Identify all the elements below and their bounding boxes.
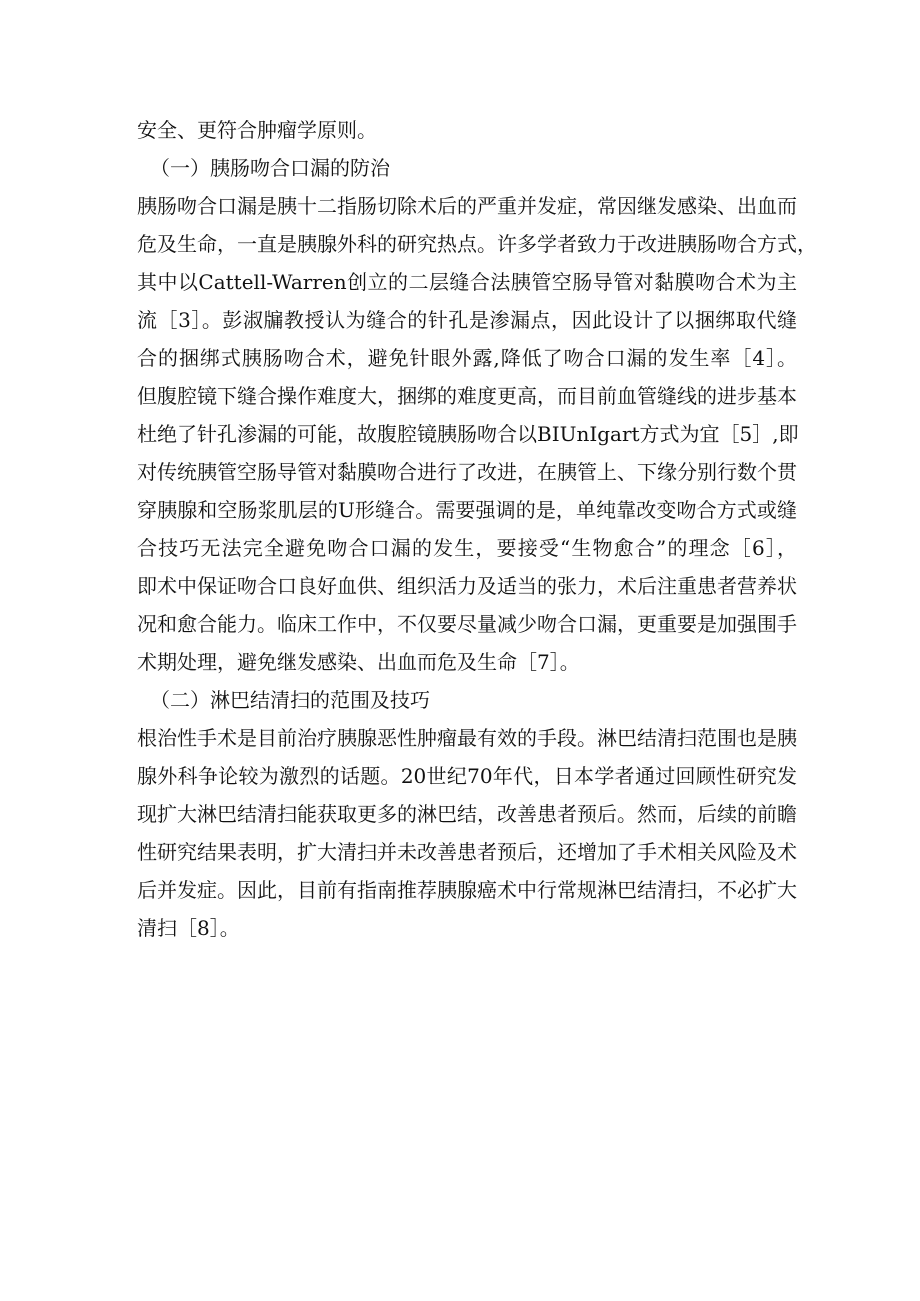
text-line: 危及生命，一直是胰腺外科的研究热点。许多学者致力于改进胰肠吻合方式， — [137, 232, 817, 256]
text-line: 流［3］。彭淑牖教授认为缝合的针孔是渗漏点，因此设计了以捆绑取代缝 — [137, 308, 797, 332]
text-line: 但腹腔镜下缝合操作难度大，捆绑的难度更高，而目前血管缝线的进步基本 — [137, 384, 797, 408]
text-line: 术期处理，避免继发感染、出血而危及生命［7］。 — [137, 650, 580, 674]
text-line: 性研究结果表明，扩大清扫并未改善患者预后，还增加了手术相关风险及术 — [137, 840, 797, 864]
intro-paragraph — [137, 111, 797, 149]
text-line: 况和愈合能力。临床工作中，不仅要尽量减少吻合口漏，更重要是加强围手 — [137, 612, 797, 636]
text-line: 其中以Cattell-Warren创立的二层缝合法胰管空肠导管对黏膜吻合术为主 — [137, 270, 797, 294]
text-line: 胰肠吻合口漏是胰十二指肠切除术后的严重并发症，常因继发感染、出血而 — [137, 194, 797, 218]
section-heading-1: （一）胰肠吻合口漏的防治 — [150, 156, 390, 180]
text-line: 根治性手术是目前治疗胰腺恶性肿瘤最有效的手段。淋巴结清扫范围也是胰 — [137, 726, 797, 750]
document-body — [137, 111, 817, 947]
text-line: 合技巧无法完全避免吻合口漏的发生，要接受“生物愈合”的理念［6］， — [137, 536, 797, 560]
text-line: 杜绝了针孔渗漏的可能，故腹腔镜胰肠吻合以BIUnIgart方式为宜［5］,即 — [137, 422, 799, 446]
text-line: 清扫［8］。 — [137, 916, 240, 940]
section-paragraph-1 — [137, 187, 817, 681]
text-line: 穿胰腺和空肠浆肌层的U形缝合。需要强调的是，单纯靠改变吻合方式或缝 — [137, 498, 797, 522]
text-line: 后并发症。因此，目前有指南推荐胰腺癌术中行常规淋巴结清扫，不必扩大 — [137, 878, 797, 902]
text-line: 即术中保证吻合口良好血供、组织活力及适当的张力，术后注重患者营养状 — [137, 574, 797, 598]
text-line: 安全、更符合肿瘤学原则。 — [137, 118, 377, 142]
text-line: 合的捆绑式胰肠吻合术，避免针眼外露,降低了吻合口漏的发生率［4］。 — [137, 346, 797, 370]
section-heading-2: （二）淋巴结清扫的范围及技巧 — [150, 688, 430, 712]
text-line: 对传统胰管空肠导管对黏膜吻合进行了改进，在胰管上、下缘分别行数个贯 — [137, 460, 797, 484]
text-line: 腺外科争论较为激烈的话题。20世纪70年代，日本学者通过回顾性研究发 — [137, 764, 797, 788]
section-paragraph-2 — [137, 719, 797, 947]
text-line: 现扩大淋巴结清扫能获取更多的淋巴结，改善患者预后。然而，后续的前瞻 — [137, 802, 797, 826]
